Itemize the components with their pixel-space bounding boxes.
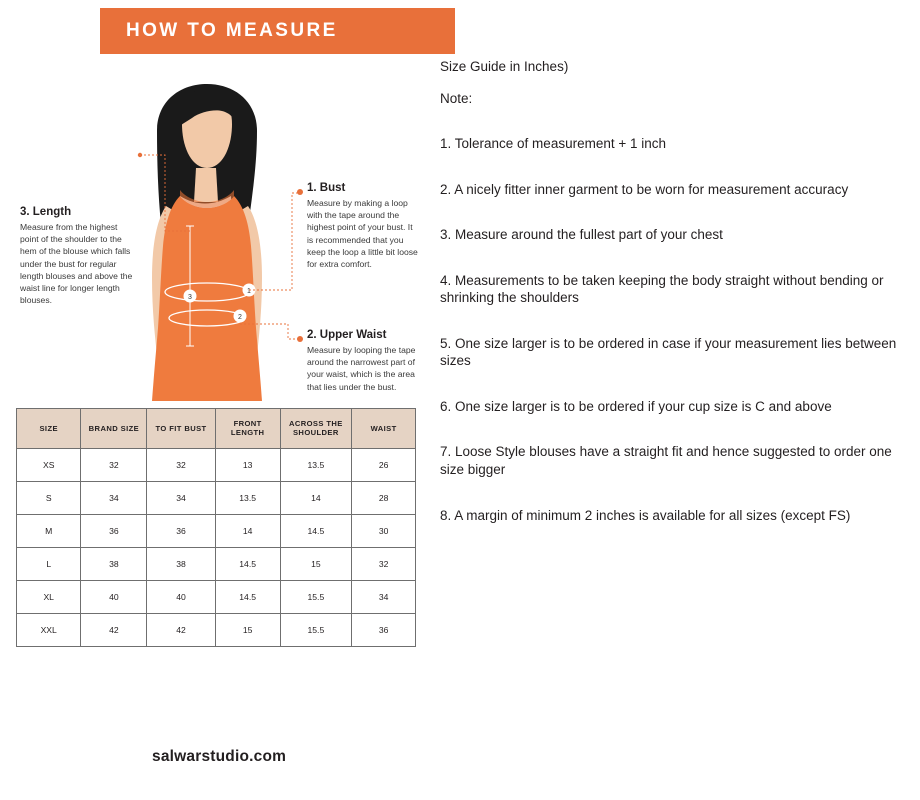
cell-size: S <box>17 481 81 514</box>
note-item-6: 6. One size larger is to be ordered if your cup size is C and above <box>440 398 832 414</box>
cell-front-length: 13.5 <box>215 481 280 514</box>
marker-1-label: 1 <box>247 288 251 295</box>
table-row <box>17 448 416 481</box>
table-header-brand-size: BRAND SIZE <box>81 409 147 449</box>
cell-across-shoulder: 14 <box>280 481 352 514</box>
cell-across-shoulder: 15.5 <box>280 580 352 613</box>
cell-size: XXL <box>17 613 81 646</box>
cell-front-length: 13 <box>215 448 280 481</box>
table-row <box>17 514 416 547</box>
note-item-4: 4. Measurements to be taken keeping the body straight without bending or shrinking the shoulders <box>440 272 884 306</box>
table-header-size: SIZE <box>17 409 81 449</box>
page-title: HOW TO MEASURE <box>126 20 338 41</box>
cell-to-fit-bust: 34 <box>147 481 215 514</box>
callout-length-body: Measure from the highest point of the shoulder to the hem of the blouse which falls under the bust for regular length blouses and above the waist line for longer length blouses. <box>20 222 133 306</box>
cell-to-fit-bust: 32 <box>147 448 215 481</box>
cell-to-fit-bust: 38 <box>147 547 215 580</box>
callout-bust-title: 1. Bust <box>307 182 346 194</box>
notes-column <box>440 58 910 552</box>
brand-footer: salwarstudio.com <box>152 748 287 765</box>
note-item-8: 8. A margin of minimum 2 inches is available for all sizes (except FS) <box>440 507 851 523</box>
cell-brand-size: 40 <box>81 580 147 613</box>
cell-front-length: 15 <box>215 613 280 646</box>
cell-across-shoulder: 15 <box>280 547 352 580</box>
cell-size: XL <box>17 580 81 613</box>
cell-brand-size: 32 <box>81 448 147 481</box>
callout-upper-waist <box>307 329 422 393</box>
cell-waist: 28 <box>352 481 416 514</box>
cell-size: M <box>17 514 81 547</box>
callout-length-title: 3. Length <box>20 206 72 218</box>
table-header-waist: WAIST <box>352 409 416 449</box>
connector-length-dot <box>138 153 142 157</box>
cell-front-length: 14.5 <box>215 580 280 613</box>
neck-shape <box>194 168 218 202</box>
table-header-to-fit-bust: TO FIT BUST <box>147 409 215 449</box>
cell-waist: 26 <box>352 448 416 481</box>
cell-across-shoulder: 13.5 <box>280 448 352 481</box>
cell-front-length: 14.5 <box>215 547 280 580</box>
table-header-row <box>17 409 416 449</box>
cell-waist: 32 <box>352 547 416 580</box>
marker-3-label: 3 <box>188 294 192 301</box>
callout-bust-dot <box>297 189 303 195</box>
cell-to-fit-bust: 42 <box>147 613 215 646</box>
cell-across-shoulder: 15.5 <box>280 613 352 646</box>
size-chart-table <box>16 408 416 647</box>
cell-brand-size: 42 <box>81 613 147 646</box>
table-header-across-the-shoulder: ACROSS THE SHOULDER <box>280 409 352 449</box>
cell-brand-size: 34 <box>81 481 147 514</box>
notes-heading: Size Guide in Inches) <box>440 59 569 74</box>
cell-to-fit-bust: 36 <box>147 514 215 547</box>
callout-upper-waist-title: 2. Upper Waist <box>307 329 387 341</box>
callout-bust-body: Measure by making a loop with the tape around the highest point of your bust. It is recommended that you keep the loop a little bit loose for extra comfort. <box>307 198 418 270</box>
note-item-5: 5. One size larger is to be ordered in case if your measurement lies between sizes <box>440 335 897 369</box>
note-item-1: 1. Tolerance of measurement + 1 inch <box>440 136 667 152</box>
cell-brand-size: 36 <box>81 514 147 547</box>
table-row <box>17 580 416 613</box>
callout-upper-waist-body: Measure by looping the tape around the narrowest part of your waist, which is the area that lies under the bust. <box>307 345 416 392</box>
cell-front-length: 14 <box>215 514 280 547</box>
notes-subheading: Note: <box>440 90 473 106</box>
table-row <box>17 481 416 514</box>
cell-to-fit-bust: 40 <box>147 580 215 613</box>
table-row <box>17 547 416 580</box>
cell-waist: 36 <box>352 613 416 646</box>
marker-2-label: 2 <box>238 314 242 321</box>
cell-brand-size: 38 <box>81 547 147 580</box>
cell-waist: 34 <box>352 580 416 613</box>
dress-shape <box>152 196 262 401</box>
cell-size: XS <box>17 448 81 481</box>
callout-length <box>20 206 138 306</box>
note-item-2: 2. A nicely fitter inner garment to be worn for measurement accuracy <box>440 181 849 197</box>
cell-size: L <box>17 547 81 580</box>
table-row <box>17 613 416 646</box>
note-item-3: 3. Measure around the fullest part of your chest <box>440 227 723 243</box>
callout-upper-waist-dot <box>297 336 303 342</box>
cell-waist: 30 <box>352 514 416 547</box>
table-header-front-length: FRONT LENGTH <box>215 409 280 449</box>
cell-across-shoulder: 14.5 <box>280 514 352 547</box>
measurement-illustration <box>0 56 420 401</box>
callout-bust <box>307 182 419 270</box>
note-item-7: 7. Loose Style blouses have a straight fit and hence suggested to order one size bigger <box>440 444 892 478</box>
